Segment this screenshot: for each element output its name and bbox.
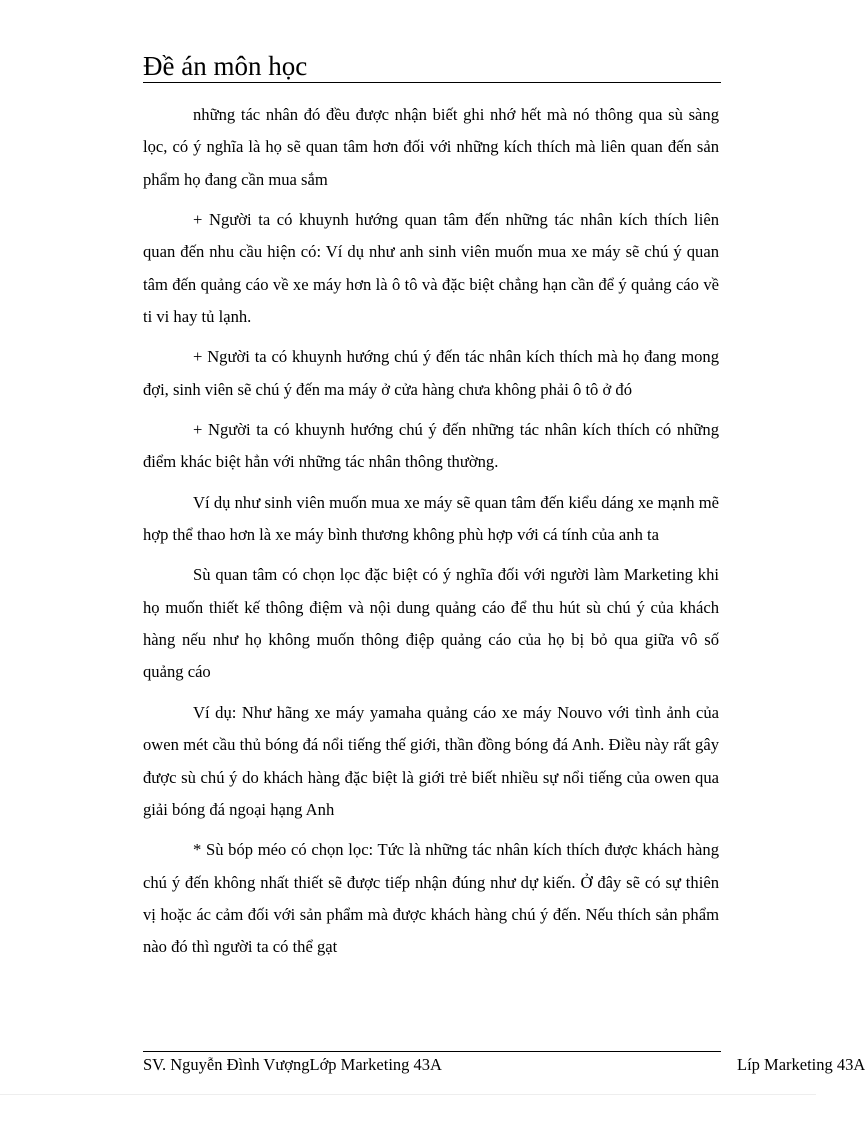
paragraph: * Sù bóp méo có chọn lọc: Tức là những tác nhân kích thích được khách hàng chú ý đến không nhất thiết sẽ được tiếp nhận đúng như dự kiến. Ở đây sẽ có sự thiên vị hoặc ác cảm đối với sản phẩm mà được khách hàng chú ý đến. Nếu thích sản phẩm nào đó thì người ta có thể gạt bbox=[143, 840, 719, 957]
paragraph: + Người ta có khuynh hướng chú ý đến tác nhân kích thích mà họ đang mong đợi, sinh viên sẽ chú ý đến ma máy ở cửa hàng chưa không phải ô tô ở đó bbox=[143, 347, 719, 399]
document-body bbox=[143, 99, 719, 972]
paragraph: Ví dụ như sinh viên muốn mua xe máy sẽ quan tâm đến kiểu dáng xe mạnh mẽ hợp thể thao hơn là xe máy bình thương không phù hợp với cá tính của anh ta bbox=[143, 492, 719, 545]
paragraph: những tác nhân đó đều được nhận biết ghi nhớ hết mà nó thông qua sù sàng lọc, có ý nghĩa là họ sẽ quan tâm hơn đối với những kích thích mà liên quan đến sản phẩm họ đang cần mua sắm bbox=[143, 105, 719, 189]
footer-author: SV. Nguyễn Đình VượngLớp Marketing 43A bbox=[143, 1055, 442, 1074]
footer-class: Líp Marketing 43A bbox=[737, 1055, 865, 1074]
page-bottom-edge bbox=[0, 1094, 816, 1095]
paragraph: + Người ta có khuynh hướng quan tâm đến những tác nhân kích thích liên quan đến nhu cầu hiện có: Ví dụ như anh sinh viên muốn mua xe máy sẽ chú ý quan tâm đến quảng cáo về xe máy hơn là ô tô và đặc biệt chẳng hạn cần để ý quảng cáo về ti vi hay tủ lạnh. bbox=[143, 210, 719, 327]
paragraph: Ví dụ: Như hãng xe máy yamaha quảng cáo xe máy Nouvo với tình ảnh của owen mét cầu thủ bóng đá nổi tiếng thế giới, thần đồng bóng đá Anh. Điều này rất gây được sù chú ý do khách hàng đặc biệt là giới trẻ biết nhiều sự nổi tiếng của owen qua giải bóng đá ngoại hạng Anh bbox=[143, 702, 719, 819]
paragraph: + Người ta có khuynh hướng chú ý đến những tác nhân kích thích có những điểm khác biệt hẳn với những tác nhân thông thường. bbox=[143, 420, 719, 472]
footer-divider bbox=[143, 1051, 721, 1052]
paragraph: Sù quan tâm có chọn lọc đặc biệt có ý nghĩa đối với người làm Marketing khi họ muốn thiết kế thông điệm và nội dung quảng cáo để thu hút sù chú ý của khách hàng nếu như họ không muốn thông điệp quảng cáo của họ bị bỏ qua giữa vô số quảng cáo bbox=[143, 565, 719, 682]
page-header bbox=[143, 50, 721, 83]
page-title: Đề án môn học bbox=[143, 51, 308, 81]
